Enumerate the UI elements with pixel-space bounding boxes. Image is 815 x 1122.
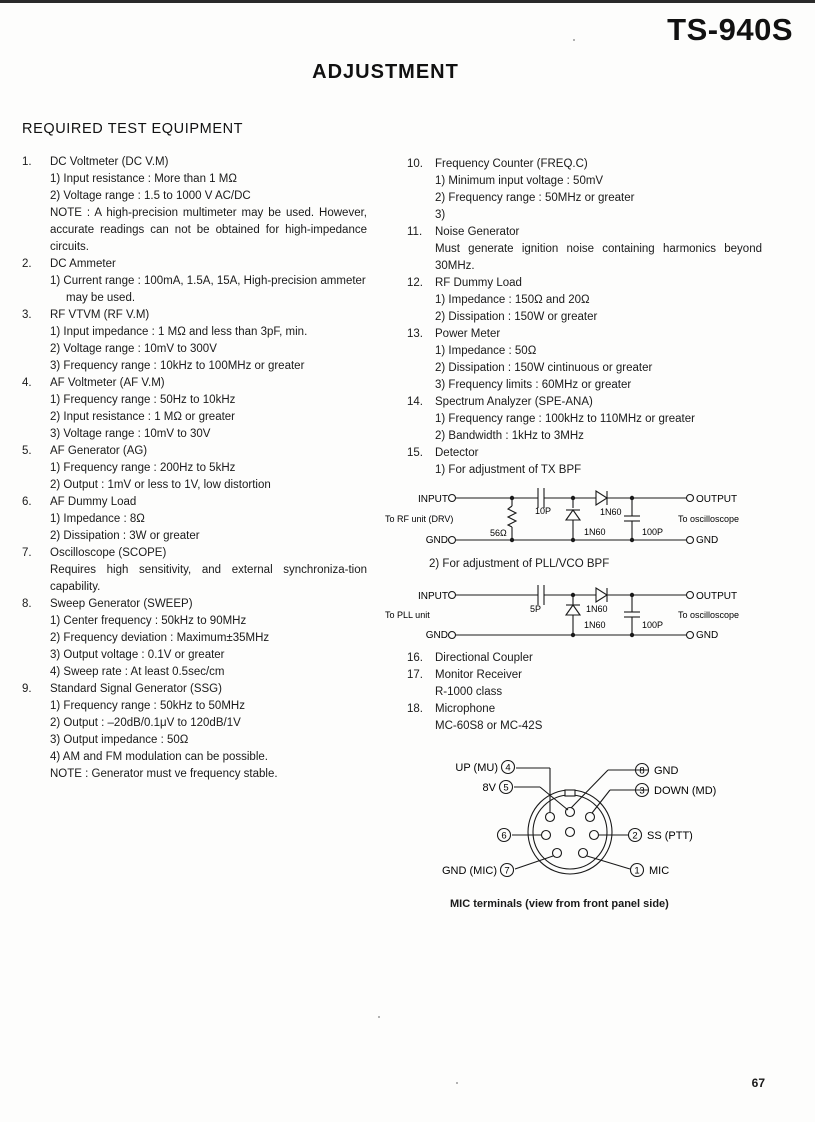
item-line: 1) Current range : 100mA, 1.5A, 15A, High-precision ammeter may be used. (50, 275, 366, 304)
item-title: Microphone (435, 703, 496, 715)
item-line: NOTE : Generator must ve frequency stable. (50, 768, 278, 780)
pin-number: 2 (632, 830, 638, 842)
item-title: AF Generator (AG) (50, 445, 148, 457)
item-number: 12. (407, 277, 423, 289)
gnd-label: GND (425, 535, 448, 546)
equipment-item (407, 650, 762, 667)
pin-label: 8V (482, 782, 496, 794)
item-title: DC Voltmeter (DC V.M) (50, 156, 169, 168)
item-line: 3) Output impedance : 50Ω (50, 734, 189, 746)
item-line: 2) Dissipation : 3W or greater (50, 530, 200, 542)
item-line: 2) Frequency range : 50MHz or greater (435, 192, 635, 204)
item-line: 3) Frequency range : 10kHz to 100MHz or greater (50, 360, 305, 372)
equipment-item (22, 375, 367, 443)
item-number: 16. (407, 652, 423, 664)
input-label: INPUT (418, 591, 448, 602)
mic-caption: MIC terminals (view from front panel side) (450, 898, 669, 910)
equipment-item (22, 154, 367, 256)
item-title: Frequency Counter (FREQ.C) (435, 158, 588, 170)
item-line: 2) Bandwidth : 1kHz to 3MHz (435, 430, 584, 442)
item-line: 4) AM and FM modulation can be possible. (50, 751, 268, 763)
item-number: 2. (22, 258, 32, 270)
right-column-lower (407, 650, 762, 735)
dest-label: To oscilloscope (678, 610, 740, 620)
pin-number: 1 (634, 865, 640, 877)
item-title: Standard Signal Generator (SSG) (50, 683, 222, 695)
output-label: OUTPUT (696, 591, 738, 602)
equipment-item (22, 681, 367, 783)
item-title: RF Dummy Load (435, 277, 522, 289)
item-line: 2) Frequency deviation : Maximum±35MHz (50, 632, 270, 644)
item-title: AF Voltmeter (AF V.M) (50, 377, 165, 389)
diode-label: 1N60 (586, 604, 608, 614)
equipment-item (22, 545, 367, 596)
source-label: To RF unit (DRV) (385, 514, 454, 524)
pin-label: GND (MIC) (442, 865, 497, 877)
equipment-item (407, 156, 762, 224)
item-number: 13. (407, 328, 423, 340)
item-line: 1) Frequency range : 200Hz to 5kHz (50, 462, 236, 474)
scan-speck (573, 39, 575, 41)
input-label: INPUT (418, 494, 448, 505)
capacitor-label: 100P (642, 620, 664, 630)
item-title: RF VTVM (RF V.M) (50, 309, 150, 321)
left-column (22, 154, 367, 783)
equipment-item (22, 443, 367, 494)
equipment-item (407, 445, 762, 479)
item-number: 9. (22, 683, 32, 695)
equipment-item (407, 394, 762, 445)
pin-label: DOWN (MD) (654, 785, 717, 797)
pin-label: UP (MU) (455, 762, 498, 774)
item-line: MC-60S8 or MC-42S (435, 720, 543, 732)
capacitor-label: 100P (642, 527, 664, 537)
item-number: 1. (22, 156, 32, 168)
gnd-label: GND (425, 630, 448, 641)
item-line: 2) Dissipation : 150W cintinuous or greater (435, 362, 653, 374)
pin-label: SS (PTT) (647, 830, 693, 842)
item-number: 11. (407, 226, 423, 238)
pin-number: 4 (505, 762, 511, 774)
dest-label: To oscilloscope (678, 514, 740, 524)
item-title: Monitor Receiver (435, 669, 522, 681)
item-line: 2) Dissipation : 150W or greater (435, 311, 598, 323)
item-number: 17. (407, 669, 423, 681)
capacitor-label: 5P (530, 604, 542, 614)
capacitor-label: 10P (535, 506, 552, 516)
item-line: 4) Sweep rate : At least 0.5sec/cm (50, 666, 225, 678)
diode-label: 1N60 (584, 620, 606, 630)
item-line: 3) (435, 209, 446, 221)
item-number: 10. (407, 158, 423, 170)
equipment-item (22, 256, 367, 307)
item-line: 1) Center frequency : 50kHz to 90MHz (50, 615, 247, 627)
pin-number: 8 (639, 765, 645, 777)
equipment-item (407, 224, 762, 275)
item-number: 4. (22, 377, 32, 389)
item-line: 1) Minimum input voltage : 50mV (435, 175, 604, 187)
mic-connector-diagram (420, 752, 740, 882)
circuit-caption: 2) For adjustment of PLL/VCO BPF (429, 558, 610, 570)
page-number: 67 (751, 1076, 765, 1090)
item-number: 5. (22, 445, 32, 457)
pin-number: 5 (503, 782, 509, 794)
item-line: 2) Output : –20dB/0.1μV to 120dB/1V (50, 717, 241, 729)
equipment-item (22, 494, 367, 545)
gnd-label: GND (696, 630, 719, 641)
item-line: 1) Input impedance : 1 MΩ and less than 3pF, min. (50, 326, 308, 338)
pin-label: GND (654, 765, 679, 777)
item-line: 1) Impedance : 50Ω (435, 345, 537, 357)
equipment-item (407, 326, 762, 394)
item-note: NOTE : A high-precision multimeter may be used. However, accurate readings can not be obtained for high-impedance circuits. (50, 207, 367, 253)
source-label: To PLL unit (385, 610, 430, 620)
item-number: 15. (407, 447, 423, 459)
item-number: 3. (22, 309, 32, 321)
scan-speck (378, 1016, 380, 1018)
output-label: OUTPUT (696, 494, 738, 505)
item-title: AF Dummy Load (50, 496, 137, 508)
item-line: 2) Output : 1mV or less to 1V, low distortion (50, 479, 271, 491)
item-number: 6. (22, 496, 32, 508)
item-note: Must generate ignition noise containing harmonics beyond 30MHz. (435, 243, 762, 272)
item-number: 8. (22, 598, 32, 610)
item-line: 1) Frequency range : 100kHz to 110MHz or greater (435, 413, 695, 425)
item-line: 1) For adjustment of TX BPF (435, 464, 582, 476)
item-title: Detector (435, 447, 479, 459)
item-line: 1) Frequency range : 50kHz to 50MHz (50, 700, 245, 712)
item-title: Sweep Generator (SWEEP) (50, 598, 193, 610)
item-line: 2) Voltage range : 1.5 to 1000 V AC/DC (50, 190, 251, 202)
item-title: Oscilloscope (SCOPE) (50, 547, 167, 559)
diode-label: 1N60 (600, 507, 622, 517)
equipment-item (407, 701, 762, 735)
scan-speck (456, 1082, 458, 1084)
item-line: 1) Impedance : 150Ω and 20Ω (435, 294, 590, 306)
pll-vco-detector-schematic (380, 582, 780, 644)
equipment-item (407, 275, 762, 326)
pin-number: 3 (639, 785, 645, 797)
item-number: 18. (407, 703, 423, 715)
item-line: 1) Impedance : 8Ω (50, 513, 145, 525)
item-line: 2) Voltage range : 10mV to 300V (50, 343, 217, 355)
right-column (407, 156, 762, 479)
item-title: Directional Coupler (435, 652, 533, 664)
equipment-item (407, 667, 762, 701)
item-number: 7. (22, 547, 32, 559)
item-line: 3) Voltage range : 10mV to 30V (50, 428, 211, 440)
item-line: 1) Frequency range : 50Hz to 10kHz (50, 394, 236, 406)
item-title: Noise Generator (435, 226, 520, 238)
item-title: Power Meter (435, 328, 501, 340)
pin-number: 7 (504, 865, 510, 877)
item-line: 1) Input resistance : More than 1 MΩ (50, 173, 237, 185)
item-note: Requires high sensitivity, and external synchroniza-tion capability. (50, 564, 367, 593)
item-title: DC Ammeter (50, 258, 116, 270)
item-line: R-1000 class (435, 686, 503, 698)
equipment-item (22, 596, 367, 681)
diode-label: 1N60 (584, 527, 606, 537)
gnd-label: GND (696, 535, 719, 546)
pin-label: MIC (649, 865, 670, 877)
section-title: REQUIRED TEST EQUIPMENT (22, 121, 244, 137)
item-number: 14. (407, 396, 423, 408)
tx-bpf-detector-schematic (380, 484, 780, 550)
top-rule (0, 0, 815, 3)
item-line: 2) Input resistance : 1 MΩ or greater (50, 411, 236, 423)
page-title: ADJUSTMENT (312, 61, 459, 83)
resistor-label: 56Ω (490, 528, 507, 538)
model-name: TS-940S (667, 12, 793, 47)
item-title: Spectrum Analyzer (SPE-ANA) (435, 396, 593, 408)
pin-number: 6 (501, 830, 507, 842)
item-line: 3) Frequency limits : 60MHz or greater (435, 379, 632, 391)
item-line: 3) Output voltage : 0.1V or greater (50, 649, 225, 661)
equipment-item (22, 307, 367, 375)
